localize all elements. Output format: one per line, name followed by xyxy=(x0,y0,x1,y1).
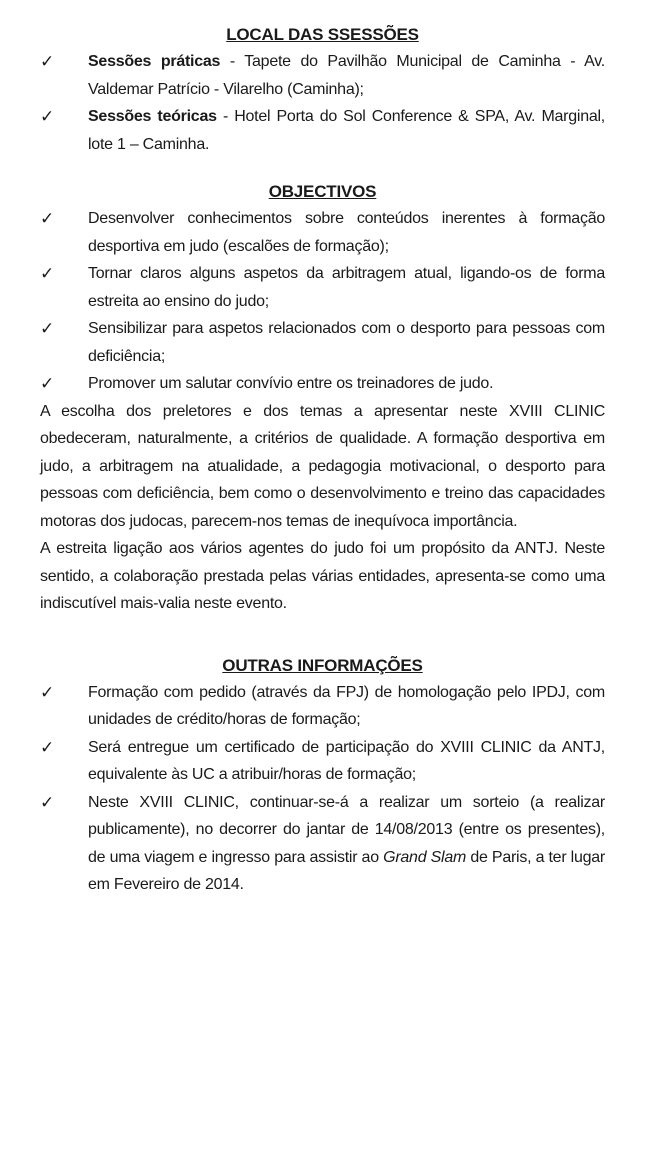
checkmark-icon: ✓ xyxy=(40,682,54,702)
item-text: Desenvolver conhecimentos sobre conteúdos inerentes à formação desportiva em judo (escalões de formação); xyxy=(88,210,605,255)
item-label: Sessões teóricas xyxy=(88,108,217,125)
document-page xyxy=(40,22,605,899)
list-item xyxy=(40,679,605,734)
list-item xyxy=(40,315,605,370)
list-item xyxy=(40,103,605,158)
objectivos-list xyxy=(40,205,605,398)
item-text: Neste XVIII CLINIC, continuar-se-á a realizar um sorteio (a realizar publicamente), no decorrer do jantar de 14/08/2013 (entre os presentes), de uma viagem e ingresso para assistir ao xyxy=(88,793,605,866)
checkmark-icon: ✓ xyxy=(40,737,54,757)
section-heading: OBJECTIVOS xyxy=(268,182,377,201)
item-text: Será entregue um certificado de participação do XVIII CLINIC da ANTJ, equivalente às UC a atribuir/horas de formação; xyxy=(88,738,605,783)
item-label: Sessões práticas xyxy=(88,53,221,70)
section-outras-informacoes xyxy=(40,653,605,899)
item-text: Tornar claros alguns aspetos da arbitragem atual, ligando-os de forma estreita ao ensino do judo; xyxy=(88,265,605,310)
checkmark-icon: ✓ xyxy=(40,792,54,812)
checkmark-icon: ✓ xyxy=(40,52,54,71)
checkmark-icon: ✓ xyxy=(40,264,54,283)
list-item xyxy=(40,734,605,789)
section-local-das-sessoes xyxy=(40,22,605,158)
item-emphasis: Grand Slam xyxy=(383,848,467,866)
list-item xyxy=(40,48,605,103)
list-item xyxy=(40,260,605,315)
section-heading: OUTRAS INFORMAÇÕES xyxy=(222,655,423,675)
item-text: Formação com pedido (através da FPJ) de homologação pelo IPDJ, com unidades de crédito/horas de formação; xyxy=(88,683,605,728)
checkmark-icon: ✓ xyxy=(40,319,54,338)
item-text: de Paris, a ter lugar em Fevereiro de 2014. xyxy=(88,848,606,893)
item-text: - Tapete do Pavilhão Municipal de Caminha - Av. Valdemar Patrício - Vilarelho (Caminha); xyxy=(88,53,605,98)
item-text: Sensibilizar para aspetos relacionados com o desporto para pessoas com deficiência; xyxy=(88,320,605,365)
checkmark-icon: ✓ xyxy=(40,107,54,126)
list-item xyxy=(40,205,605,260)
section-objectivos xyxy=(40,179,605,618)
outras-list xyxy=(40,679,605,899)
list-item xyxy=(40,789,605,899)
section-heading: LOCAL DAS SSESSÕES xyxy=(226,25,419,44)
list-item xyxy=(40,370,605,398)
checkmark-icon: ✓ xyxy=(40,209,54,228)
local-list xyxy=(40,48,605,158)
item-text: - Hotel Porta do Sol Conference & SPA, Av. Marginal, lote 1 – Caminha. xyxy=(88,108,605,153)
body-paragraph: A estreita ligação aos vários agentes do judo foi um propósito da ANTJ. Neste sentido, a colaboração prestada pelas várias entidades, apresenta-se como uma indiscutível mais-valia neste evento. xyxy=(40,540,605,612)
item-text: Promover um salutar convívio entre os treinadores de judo. xyxy=(88,375,494,392)
body-paragraph: A escolha dos preletores e dos temas a apresentar neste XVIII CLINIC obedeceram, naturalmente, a critérios de qualidade. A formação desportiva em judo, a arbitragem na atualidade, a pedagogia motivacional, o desporto para pessoas com deficiência, bem como o desenvolvimento e treino das capacidades motoras dos judocas, parecem-nos temas de inequívoca importância. xyxy=(40,402,605,530)
checkmark-icon: ✓ xyxy=(40,374,54,393)
